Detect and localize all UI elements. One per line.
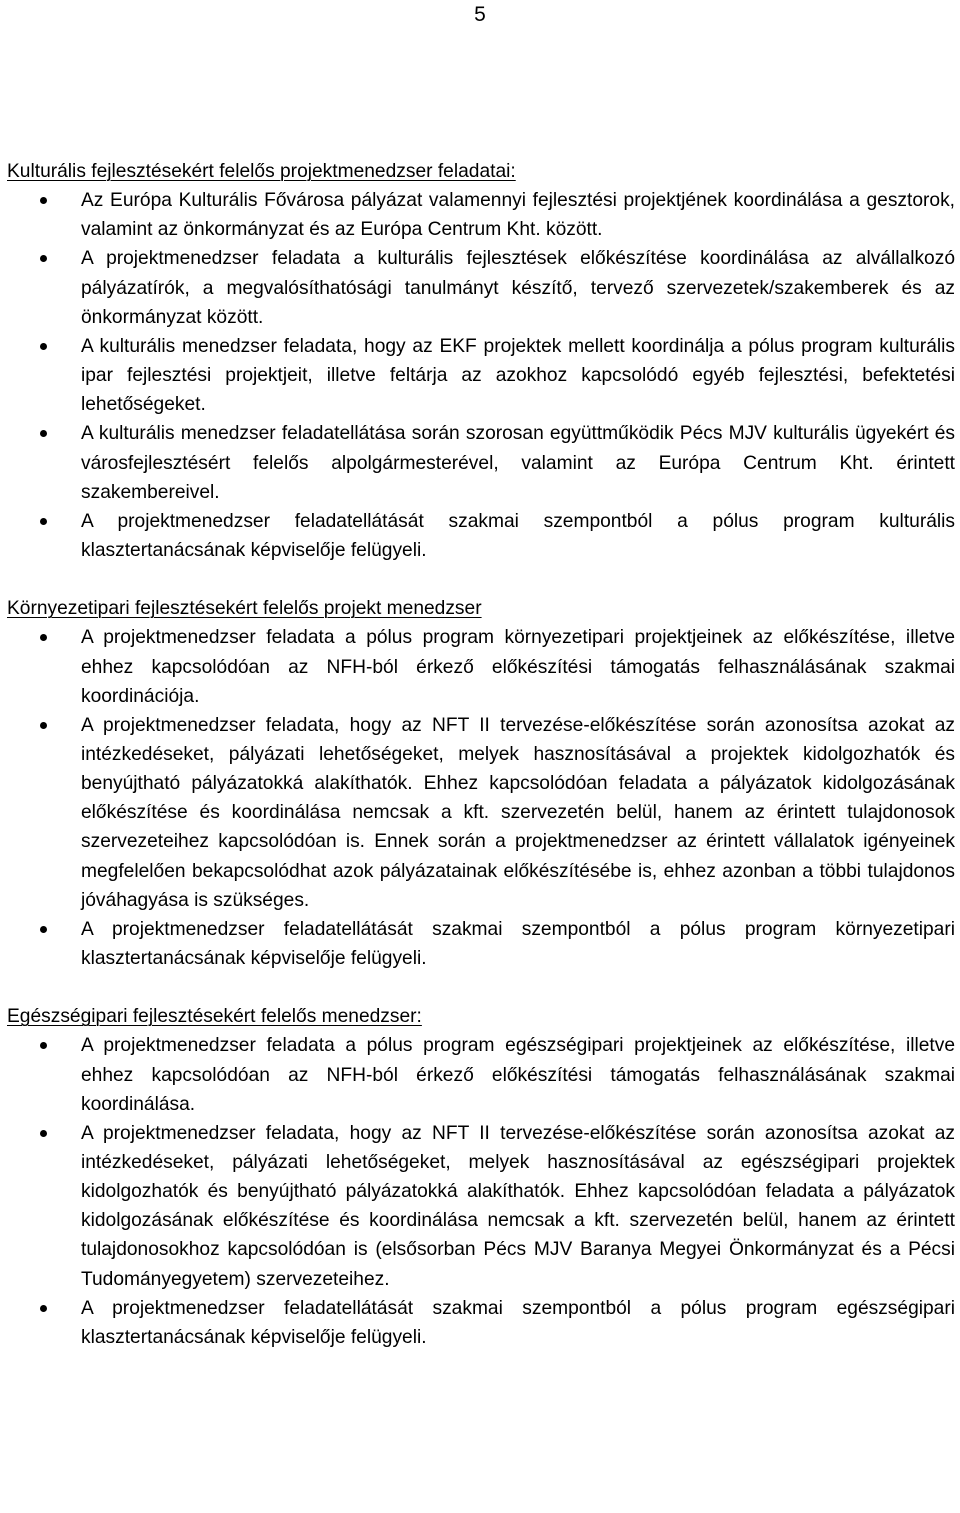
bullet-icon [40,1130,47,1137]
list-item-text: A projektmenedzser feladata, hogy az NFT II tervezése-előkészítése során azonosítsa azokat az intézkedéseket, pályázati lehetőségeket, melyek hasznosításával az egészségipari projektek kidolgozhatók és benyújtható pályázatokká alakíthatók. Ehhez kapcsolódóan feladata a pályázatok kidolgozásának előkészítése és koordinálása nemcsak a kft. szervezetén belül, hanem az érintett tulajdonosokhoz kapcsolódóan is (elsősorban Pécs MJV Baranya Megyei Önkormányzat és a Pécsi Tudományegyetem) szervezeteihez. [81,1122,955,1290]
bullet-icon [40,634,47,641]
section-title: Környezetipari fejlesztésekért felelős projekt menedzser [7,598,482,620]
bullet-icon [40,430,47,437]
list-item-text: A projektmenedzser feladata a pólus program egészségipari projektjeinek az előkészítése, illetve ehhez kapcsolódóan az NFH-ból érkező előkészítési támogatás felhasználásának szakmai koordinálása. [81,1035,955,1115]
list-item-text: A projektmenedzser feladatellátását szakmai szempontból a pólus program egészségipari klasztertanácsának képviselője felügyeli. [81,1297,955,1348]
list-item [7,915,955,973]
list-item-text: A projektmenedzser feladatellátását szakmai szempontból a pólus program kulturális klasztertanácsának képviselője felügyeli. [81,510,955,562]
section-title: Egészségipari fejlesztésekért felelős menedzser: [7,1006,422,1028]
list-item-text: A projektmenedzser feladatellátását szakmai szempontból a pólus program környezetipari klasztertanácsának képviselője felügyeli. [81,918,955,970]
list-item [7,419,955,506]
list-item-text: A projektmenedzser feladata, hogy az NFT II tervezése-előkészítése során azonosítsa azokat az intézkedéseket, pályázati lehetőségeket, melyek hasznosításával a projektek kidolgozhatók és benyújtható pályázatokká alakíthatók. Ehhez kapcsolódóan feladata a pályázatok kidolgozásának előkészítése és koordinálása nemcsak a kft. szervezetén belül, hanem az érintett tulajdonosok szervezeteihez kapcsolódóan is. Ennek során a projektmenedzser az érintett vállalatok igényeinek megfelelően bekapcsolódhat azok pályázatainak előkészítésébe is, ehhez azonban a többi tulajdonos jóváhagyása is szükséges. [81,714,955,911]
bullet-icon [40,926,47,933]
list-item [7,623,955,710]
bullet-icon [40,255,47,262]
list-item [7,1294,955,1352]
list-item [7,711,955,915]
section-title: Kulturális fejlesztésekért felelős projektmenedzser feladatai: [7,161,516,182]
bullet-list [7,1031,955,1352]
list-item [7,507,955,565]
bullet-list [7,186,955,565]
list-item-text: A kulturális menedzser feladata, hogy az EKF projektek mellett koordinálja a pólus program kulturális ipar fejlesztési projektjeit, illetve feltárja az azokhoz kapcsolódó egyéb fejlesztési, befektetési lehetőségeket. [81,335,955,416]
list-item [7,1031,955,1118]
page-number: 5 [474,3,486,26]
list-item-text: Az Európa Kulturális Fővárosa pályázat valamennyi fejlesztési projektjének koordinálása a gesztorok, valamint az önkormányzat és az Európa Centrum Kht. között. [81,190,955,241]
list-item [7,1119,955,1294]
list-item [7,244,955,331]
list-item [7,186,955,244]
bullet-icon [40,518,47,525]
list-item [7,332,955,419]
bullet-icon [40,343,47,350]
section-cultural [7,157,955,565]
list-item-text: A kulturális menedzser feladatellátása során szorosan együttműködik Pécs MJV kulturális ügyekért és városfejlesztésért felelős alpolgármesterével, valamint az Európa Centrum Kht. érintett szakembereivel. [81,423,955,503]
bullet-list [7,623,955,973]
list-item-text: A projektmenedzser feladata a kulturális fejlesztések előkészítése koordinálása az alvállalkozó pályázatírók, a megvalósíthatósági tanulmányt készítő, tervező szervezetek/szakemberek és az önkormányzat között. [81,248,955,328]
document-body [7,157,955,1352]
section-environmental [7,594,955,973]
section-health [7,1002,955,1352]
bullet-icon [40,722,47,729]
bullet-icon [40,197,47,204]
bullet-icon [40,1042,47,1049]
bullet-icon [40,1305,47,1312]
list-item-text: A projektmenedzser feladata a pólus program környezetipari projektjeinek az előkészítése, illetve ehhez kapcsolódóan az NFH-ból érkező előkészítési támogatás felhasználásának szakmai koordinációja. [81,627,955,707]
